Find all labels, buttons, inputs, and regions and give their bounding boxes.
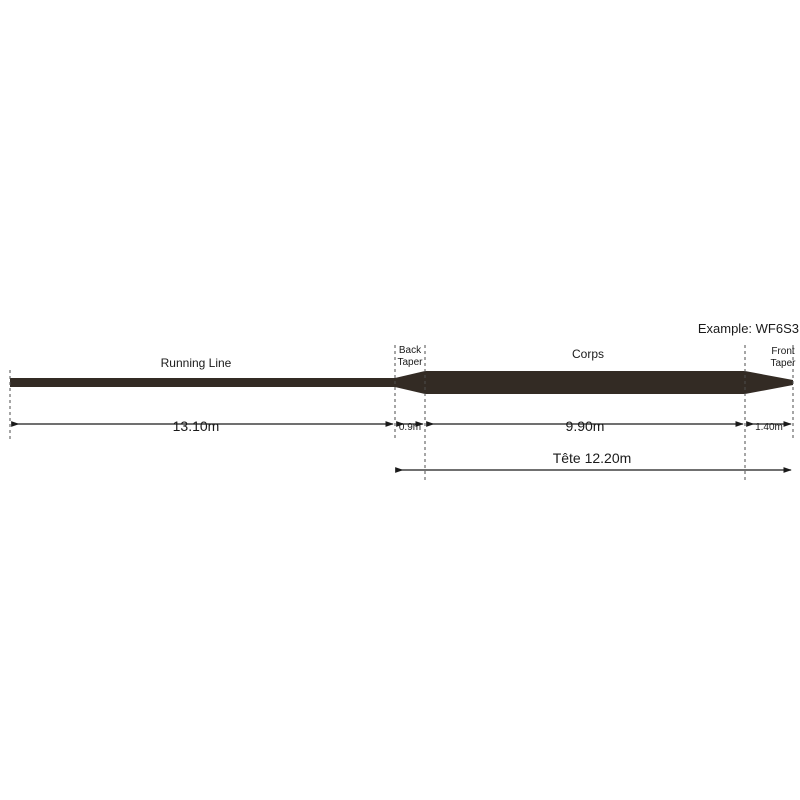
label-running-line: Running Line [160,356,232,370]
dimension-value-head: Tête 12.20m [552,450,632,466]
front-taper-segment [745,371,793,394]
label-corps: Corps [571,347,605,361]
corps-segment [425,371,745,394]
label-back-taper-line2: Taper [397,357,423,368]
dimension-value-running: 13.10m [172,418,220,434]
dimension-value-back-taper: 0.9m [398,422,422,433]
example-model-label: Example: WF6S3 [697,321,799,336]
fly-line-shape [10,371,793,394]
label-back-taper-line1: Back [398,345,422,356]
back-taper-segment [395,371,425,394]
dimension-value-corps: 9.90m [565,418,605,434]
running-line-segment [10,378,395,387]
label-front-taper-line2: Taper [770,358,796,369]
dimension-value-front-taper: 1.40m [755,422,783,433]
label-front-taper-line1: Front [771,346,795,357]
